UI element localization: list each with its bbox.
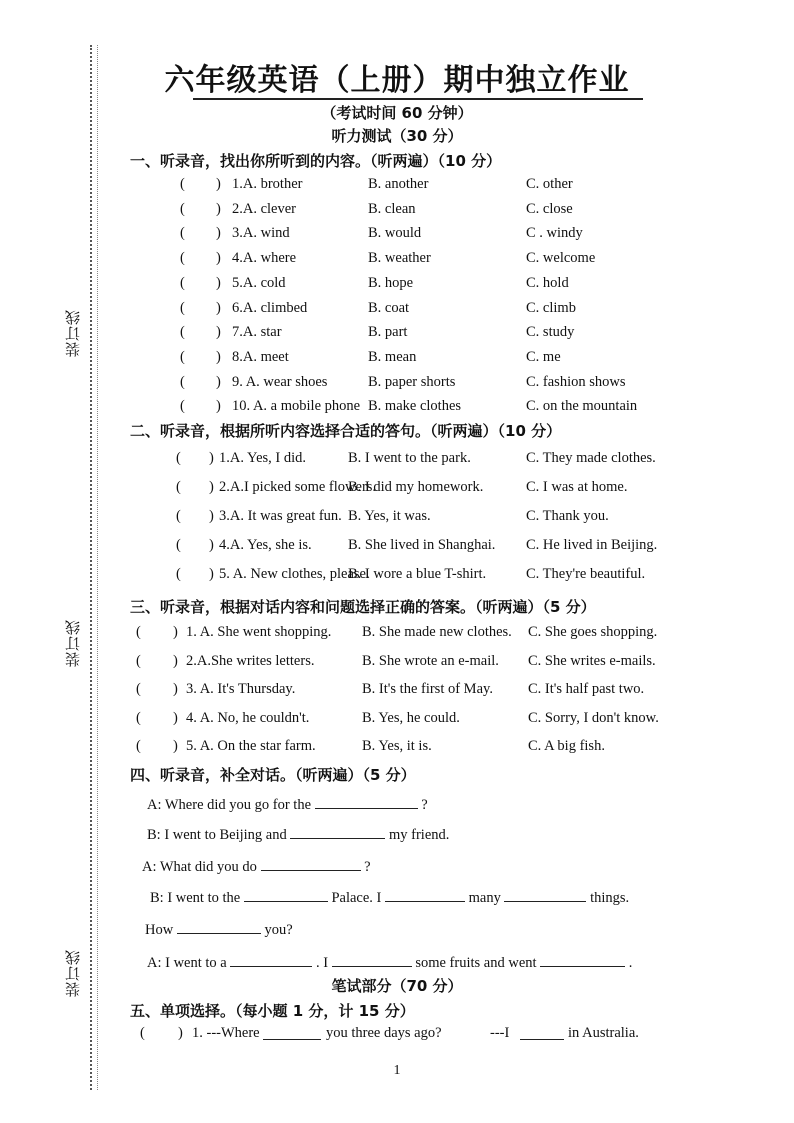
- answer-paren-close: ): [209, 479, 214, 495]
- answer-paren-open: (: [180, 324, 185, 341]
- section-2-heading: 二、听录音，根据所听内容选择合适的答句。（听两遍）（10 分）: [130, 422, 562, 440]
- section-5-heading: 五、单项选择。（每小题 1 分，计 15 分）: [130, 1002, 415, 1020]
- answer-paren-close: ): [173, 738, 178, 754]
- option-c[interactable]: C. fashion shows: [526, 373, 626, 390]
- question-row: [180, 300, 780, 320]
- option-a[interactable]: 1.A. brother: [232, 176, 303, 192]
- answer-paren-open: (: [180, 250, 185, 267]
- option-b[interactable]: B. She lived in Shanghai.: [348, 537, 496, 553]
- blank-7[interactable]: [177, 919, 261, 934]
- binding-dotted-line-inner: [97, 45, 98, 1090]
- answer-paren-open: (: [140, 1025, 145, 1041]
- option-c[interactable]: C. close: [526, 200, 573, 217]
- option-b[interactable]: B. would: [368, 225, 422, 242]
- blank-6[interactable]: [504, 887, 586, 902]
- answer-paren-open: (: [176, 537, 181, 553]
- answer-paren-open: (: [180, 225, 185, 242]
- answer-paren-open: (: [180, 299, 185, 316]
- option-b[interactable]: B. mean: [368, 348, 417, 365]
- option-c[interactable]: C. She writes e-mails.: [528, 652, 656, 669]
- section-3-heading: 三、听录音，根据对话内容和问题选择正确的答案。（听两遍）（5 分）: [130, 598, 596, 616]
- dialogue-line-5: How you?: [145, 919, 293, 939]
- option-c[interactable]: C. Thank you.: [526, 508, 609, 524]
- option-c[interactable]: C. me: [526, 348, 561, 365]
- dialogue-line-3: A: What did you do ?: [142, 856, 371, 876]
- answer-paren-close: ): [173, 681, 178, 697]
- answer-paren-close: ): [216, 373, 221, 390]
- question-text-mid: you three days ago?: [326, 1025, 442, 1041]
- blank-1[interactable]: [315, 794, 418, 809]
- answer-paren-open: (: [176, 479, 181, 495]
- option-a[interactable]: 1.A. Yes, I did.: [219, 450, 307, 466]
- question-text-start: 1. ---Where: [192, 1025, 260, 1041]
- option-b[interactable]: B. make clothes: [368, 398, 462, 415]
- option-c[interactable]: C. He lived in Beijing.: [526, 537, 658, 553]
- dialogue-line-6: A: I went to a . I some fruits and went .: [147, 952, 632, 972]
- answer-paren-close: ): [216, 225, 221, 242]
- mcq-question-1: [140, 1025, 660, 1045]
- answer-paren-close: ): [173, 624, 178, 640]
- listening-section-head: 听力测试（30 分）: [331, 127, 463, 145]
- option-c[interactable]: C. They made clothes.: [526, 450, 656, 466]
- answer-paren-close: ): [209, 450, 214, 466]
- option-a[interactable]: 4.A. where: [232, 250, 297, 267]
- title-underline: [193, 98, 643, 100]
- answer-paren-open: (: [136, 624, 141, 640]
- question-row: [176, 508, 776, 528]
- option-a[interactable]: 5. A. On the star farm.: [186, 738, 316, 754]
- option-c[interactable]: C. other: [526, 176, 573, 192]
- option-b[interactable]: B. She wrote an e-mail.: [362, 652, 499, 669]
- blank-8[interactable]: [230, 952, 312, 967]
- blank-2[interactable]: [290, 824, 385, 839]
- answer-paren-close: ): [216, 274, 221, 291]
- exam-duration: （考试时间 60 分钟）: [321, 104, 473, 122]
- option-a[interactable]: 8.A. meet: [232, 348, 289, 365]
- option-a[interactable]: 2.A.She writes letters.: [186, 652, 315, 669]
- answer-paren-open: (: [176, 508, 181, 524]
- question-row: [136, 653, 736, 673]
- option-b[interactable]: B. Yes, it was.: [348, 508, 431, 524]
- answer-paren-open: (: [176, 566, 181, 582]
- answer-paren-close: ): [216, 398, 221, 415]
- option-b[interactable]: B. She made new clothes.: [362, 624, 512, 640]
- answer-paren-close: ): [173, 652, 178, 669]
- option-a[interactable]: 5. A. New clothes, please.: [219, 566, 370, 582]
- option-b[interactable]: B. another: [368, 176, 429, 192]
- option-a[interactable]: 3.A. wind: [232, 225, 290, 242]
- dialogue-line-4: B: I went to the Palace. I many things.: [150, 887, 629, 907]
- question-row: [176, 479, 776, 499]
- option-b[interactable]: B. I did my homework.: [348, 479, 484, 495]
- option-c[interactable]: C. It's half past two.: [528, 681, 645, 697]
- option-a[interactable]: 3.A. It was great fun.: [219, 508, 342, 524]
- option-a[interactable]: 5.A. cold: [232, 274, 286, 291]
- answer-paren-open: (: [180, 176, 185, 192]
- question-row: [136, 710, 736, 730]
- answer-paren-open: (: [180, 200, 185, 217]
- dialogue-line-2: B: I went to Beijing and my friend.: [147, 824, 449, 844]
- answer-paren-close: ): [209, 508, 214, 524]
- question-row: [180, 225, 780, 245]
- answer-paren-open: (: [136, 652, 141, 669]
- section-1-heading: 一、听录音，找出你所听到的内容。（听两遍）（10 分）: [130, 152, 502, 170]
- answer-paren-close: ): [216, 200, 221, 217]
- option-a[interactable]: 3. A. It's Thursday.: [186, 681, 296, 697]
- blank-10[interactable]: [540, 952, 625, 967]
- binding-dotted-line: [90, 45, 92, 1090]
- option-a[interactable]: 2.A.I picked some flowers.: [219, 479, 377, 495]
- question-row: [180, 275, 780, 295]
- blank-4[interactable]: [244, 887, 328, 902]
- answer-paren-open: (: [180, 348, 185, 365]
- option-c[interactable]: C . windy: [526, 225, 583, 242]
- option-b[interactable]: B. I went to the park.: [348, 450, 471, 466]
- option-a[interactable]: 4.A. Yes, she is.: [219, 537, 312, 553]
- option-c[interactable]: C. study: [526, 324, 575, 341]
- answer-paren-close: ): [178, 1025, 183, 1041]
- binding-label-bottom: 装订线: [62, 945, 83, 1001]
- answer-paren-close: ): [216, 299, 221, 316]
- answer-paren-close: ): [216, 324, 221, 341]
- option-c[interactable]: C. hold: [526, 274, 569, 291]
- question-row: [136, 624, 736, 644]
- option-c[interactable]: C. She goes shopping.: [528, 624, 658, 640]
- option-b[interactable]: B. coat: [368, 299, 410, 316]
- question-row: [180, 324, 780, 344]
- answer-paren-close: ): [209, 537, 214, 553]
- q1-blank-1[interactable]: [263, 1025, 321, 1040]
- answer-text-start: ---I: [490, 1025, 510, 1041]
- question-row: [176, 537, 776, 557]
- answer-paren-open: (: [136, 709, 141, 726]
- answer-paren-open: (: [180, 274, 185, 291]
- option-b[interactable]: B. clean: [368, 200, 416, 217]
- option-a[interactable]: 6.A. climbed: [232, 299, 308, 316]
- question-row: [180, 250, 780, 270]
- dialogue-line-1: A: Where did you go for the ?: [147, 794, 428, 814]
- blank-9[interactable]: [332, 952, 412, 967]
- option-b[interactable]: B. part: [368, 324, 408, 341]
- option-c[interactable]: C. They're beautiful.: [526, 566, 646, 582]
- option-b[interactable]: B. weather: [368, 250, 431, 267]
- option-a[interactable]: 1. A. She went shopping.: [186, 624, 332, 640]
- option-b[interactable]: B. It's the first of May.: [362, 681, 493, 697]
- answer-paren-close: ): [209, 566, 214, 582]
- question-row: [180, 176, 780, 196]
- option-a[interactable]: 10. A. a mobile phone: [232, 398, 361, 415]
- page-title: 六年级英语（上册）期中独立作业: [164, 63, 630, 98]
- answer-paren-open: (: [136, 738, 141, 754]
- option-c[interactable]: C. on the mountain: [526, 398, 638, 415]
- option-b[interactable]: B. Yes, he could.: [362, 709, 460, 726]
- option-a[interactable]: 4. A. No, he couldn't.: [186, 709, 310, 726]
- answer-text-end: in Australia.: [568, 1025, 639, 1041]
- answer-paren-open: (: [176, 450, 181, 466]
- written-section-head: 笔试部分（70 分）: [331, 977, 463, 995]
- page-number: 1: [393, 1063, 401, 1078]
- option-a[interactable]: 9. A. wear shoes: [232, 373, 328, 390]
- answer-paren-open: (: [180, 373, 185, 390]
- question-row: [180, 349, 780, 369]
- binding-label-top: 装订线: [62, 305, 83, 361]
- question-row: [136, 681, 736, 701]
- question-row: [136, 738, 736, 758]
- section-4-heading: 四、听录音，补全对话。（听两遍）（5 分）: [130, 766, 416, 784]
- answer-paren-close: ): [216, 176, 221, 192]
- option-b[interactable]: B. hope: [368, 274, 414, 291]
- question-row: [176, 450, 776, 470]
- question-row: [180, 374, 780, 394]
- option-c[interactable]: C. Sorry, I don't know.: [528, 709, 659, 726]
- option-b[interactable]: B. Yes, it is.: [362, 738, 432, 754]
- option-a[interactable]: 7.A. star: [232, 324, 282, 341]
- option-c[interactable]: C. climb: [526, 299, 576, 316]
- blank-3[interactable]: [261, 856, 361, 871]
- option-a[interactable]: 2.A. clever: [232, 200, 297, 217]
- binding-label-middle: 装订线: [62, 615, 83, 671]
- option-b[interactable]: B. paper shorts: [368, 373, 456, 390]
- binding-margin: [0, 0, 112, 1123]
- answer-paren-close: ): [216, 348, 221, 365]
- blank-5[interactable]: [385, 887, 465, 902]
- answer-paren-open: (: [136, 681, 141, 697]
- answer-paren-close: ): [173, 709, 178, 726]
- answer-paren-open: (: [180, 398, 185, 415]
- question-row: [176, 566, 776, 586]
- q1-blank-2[interactable]: [520, 1025, 564, 1040]
- answer-paren-close: ): [216, 250, 221, 267]
- option-c[interactable]: C. I was at home.: [526, 479, 628, 495]
- option-b[interactable]: B. I wore a blue T-shirt.: [348, 566, 487, 582]
- question-row: [180, 201, 780, 221]
- option-c[interactable]: C. welcome: [526, 250, 596, 267]
- question-row: [180, 398, 780, 418]
- option-c[interactable]: C. A big fish.: [528, 738, 605, 754]
